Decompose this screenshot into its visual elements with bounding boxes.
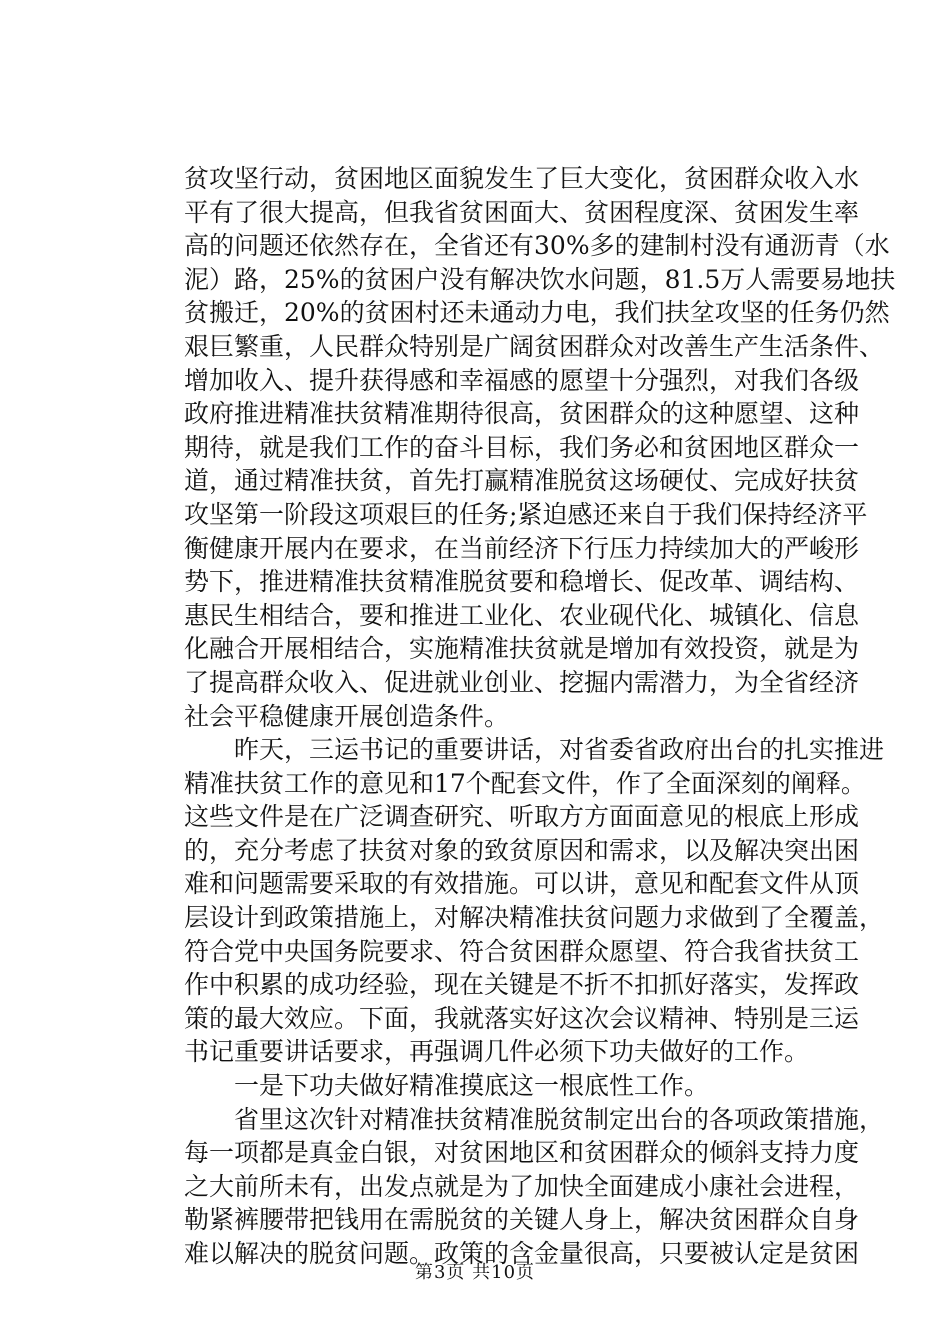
text-line: 省里这次针对精准扶贫精准脱贫制定出台的各项政策措施， xyxy=(184,1104,885,1134)
text-line: 之大前所未有，出发点就是为了加快全面建成小康社会进程， xyxy=(184,1171,860,1201)
text-line: 艰巨繁重，人民群众特别是广阔贫困群众对改善生产生活条件、 xyxy=(184,331,885,361)
text-line: 社会平稳健康开展创造条件。 xyxy=(184,701,510,731)
text-line: 了提高群众收入、促进就业创业、挖掘内需潜力，为全省经济 xyxy=(184,667,860,697)
text-line: 策的最大效应。下面，我就落实好这次会议精神、特别是三运 xyxy=(184,1003,860,1033)
page-footer: 第3页 共10页 xyxy=(414,1262,536,1283)
text-line: 精准扶贫工作的意见和17个配套文件，作了全面深刻的阐释。 xyxy=(184,768,866,798)
text-line: 化融合开展相结合，实施精准扶贫就是增加有效投资，就是为 xyxy=(184,634,860,664)
text-line: 符合党中央国务院要求、符合贫困群众愿望、符合我省扶贫工 xyxy=(184,936,860,966)
text-line: 攻坚第一阶段这项艰巨的任务;紧迫感还来自于我们保持经济平 xyxy=(184,499,868,529)
text-line: 每一项都是真金白银，对贫困地区和贫困群众的倾斜支持力度 xyxy=(184,1138,860,1168)
text-line: 勒紧裤腰带把钱用在需脱贫的关键人身上，解决贫困群众自身 xyxy=(184,1205,860,1235)
text-line: 惠民生相结合，要和推进工业化、农业砚代化、城镇化、信息 xyxy=(184,600,860,630)
document-body xyxy=(184,162,896,1271)
text-line: 贫攻坚行动，贫困地区面貌发生了巨大变化，贫困群众收入水 xyxy=(184,164,860,193)
text-line: 平有了很大提高，但我省贫困面大、贫困程度深、贫困发生率 xyxy=(184,197,860,227)
text-line: 期待，就是我们工作的奋斗目标，我们务必和贫困地区群众一 xyxy=(184,432,860,462)
text-line: 贫搬迁，20%的贫困村还未通动力电，我们扶坌攻坚的任务仍然 xyxy=(184,298,890,328)
text-line: 作中积累的成功经验，现在关键是不折不扣抓好落实，发挥政 xyxy=(184,970,860,1000)
text-line: 层设计到政策措施上，对解决精准扶贫问题力求做到了全覆盖， xyxy=(184,903,885,933)
text-line: 增加收入、提升获得感和幸福感的愿望十分强烈，对我们各级 xyxy=(184,365,860,395)
text-line: 难以解决的脱贫问题。政策的含金量很高，只要被认定是贫困 xyxy=(184,1239,860,1268)
text-line: 衡健康开展内在要求，在当前经济下行压力持续加大的严峻形 xyxy=(184,533,860,563)
text-line: 难和问题需要采取的有效措施。可以讲，意见和配套文件从顶 xyxy=(184,869,860,899)
text-line: 政府推进精准扶贫精准期待很高，贫困群众的这种愿望、这种 xyxy=(184,399,860,429)
text-line: 昨天，三运书记的重要讲话，对省委省政府出台的扎实推进 xyxy=(184,735,885,765)
text-line: 高的问题还依然存在，全省还有30%多的建制村没有通沥青（水 xyxy=(184,231,890,261)
text-line: 书记重要讲话要求，再强调几件必须下功夫做好的工作。 xyxy=(184,1037,810,1067)
text-line: 一是下功夫做好精准摸底这一根底性工作。 xyxy=(184,1071,710,1101)
text-line: 势下，推进精准扶贫精准脱贫要和稳增长、促改革、调结构、 xyxy=(184,567,860,597)
text-line: 道，通过精准扶贫，首先打赢精准脱贫这场硬仗、完成好扶贫 xyxy=(184,466,860,496)
text-line: 的，充分考虑了扶贫对象的致贫原因和需求，以及解决突出困 xyxy=(184,835,860,865)
text-line: 泥）路，25%的贫困户没有解决饮水问题，81.5万人需要易地扶 xyxy=(184,264,896,294)
text-line: 这些文件是在广泛调查研究、听取方方面面意见的根底上形成 xyxy=(184,802,860,832)
